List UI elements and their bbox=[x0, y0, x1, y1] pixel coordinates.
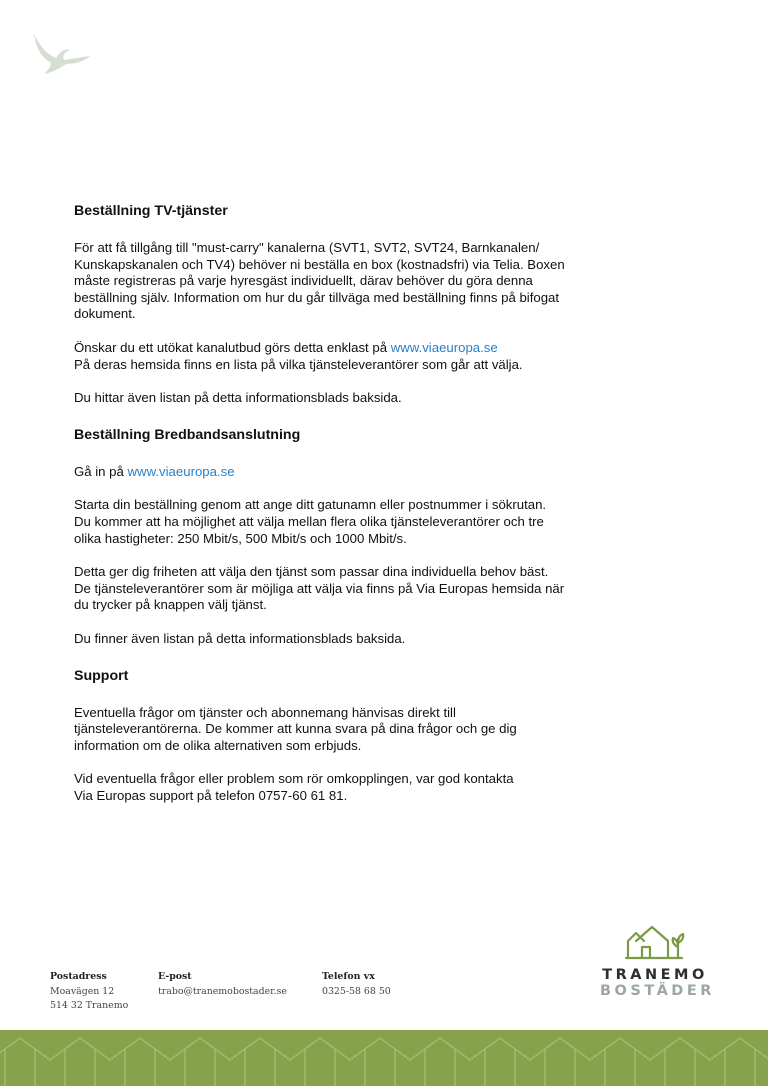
postal-address-label: Postadress bbox=[50, 971, 107, 982]
text-line: Detta ger dig friheten att välja den tjänst som passar dina individuella behov bäst. bbox=[74, 564, 549, 580]
broadband-paragraph-2 bbox=[74, 497, 614, 547]
viaeuropa-link[interactable]: www.viaeuropa.se bbox=[390, 339, 498, 355]
text-line bbox=[74, 340, 614, 357]
broadband-paragraph-3 bbox=[74, 564, 614, 614]
text-line: Kunskapskanalen och TV4) behöver ni beställa en box (kostnadsfri) via Telia. Boxen bbox=[74, 256, 565, 272]
heading-support: Support bbox=[74, 667, 129, 684]
text-fragment: Önskar du ett utökat kanalutbud görs detta enklast på bbox=[74, 339, 391, 355]
house-plant-logo-icon bbox=[622, 925, 690, 961]
text-line: du trycker på knappen välj tjänst. bbox=[74, 597, 267, 613]
broadband-paragraph-1 bbox=[74, 464, 614, 481]
text-line: olika hastigheter: 250 Mbit/s, 500 Mbit/s och 1000 Mbit/s. bbox=[74, 530, 407, 546]
viaeuropa-link[interactable]: www.viaeuropa.se bbox=[127, 463, 235, 479]
text-line: Du hittar även listan på detta informationsblads baksida. bbox=[74, 390, 402, 406]
email-label: E-post bbox=[158, 971, 192, 982]
phone-label: Telefon vx bbox=[322, 971, 375, 982]
company-logo bbox=[600, 925, 715, 1005]
text-line: tjänsteleverantörerna. De kommer att kunna svara på dina frågor och ge dig bbox=[74, 721, 517, 737]
broadband-paragraph-4 bbox=[74, 631, 614, 648]
heading-broadband: Beställning Bredbandsanslutning bbox=[74, 426, 301, 443]
footer-phone bbox=[322, 970, 391, 999]
text-line: Vid eventuella frågor eller problem som rör omkopplingen, var god kontakta bbox=[74, 771, 514, 787]
phone-value: 0325-58 68 50 bbox=[322, 985, 391, 997]
text-fragment: Gå in på bbox=[74, 463, 128, 479]
support-paragraph-2 bbox=[74, 771, 614, 804]
letter-body bbox=[74, 203, 614, 821]
text-line: Starta din beställning genom att ange ditt gatunamn eller postnummer i sökrutan. bbox=[74, 497, 547, 513]
tv-paragraph-2 bbox=[74, 340, 614, 373]
text-line bbox=[74, 464, 614, 481]
text-line: dokument. bbox=[74, 306, 136, 322]
heading-tv-services: Beställning TV-tjänster bbox=[74, 203, 228, 219]
text-line: De tjänsteleverantörer som är möjliga att välja via finns på Via Europas hemsida när bbox=[74, 580, 565, 596]
postal-address-street: Moavägen 12 bbox=[50, 985, 115, 997]
bird-logo-icon bbox=[30, 32, 94, 76]
email-value: trabo@tranemobostader.se bbox=[158, 985, 287, 997]
support-paragraph-1 bbox=[74, 705, 614, 755]
logo-text-tranemo: TRANEMO bbox=[602, 967, 708, 983]
text-line: För att få tillgång till "must-carry" kanalerna (SVT1, SVT2, SVT24, Barnkanalen/ bbox=[74, 240, 540, 255]
text-line: beställning själv. Information om hur du går tillväga med beställning finns på bifogat bbox=[74, 289, 560, 305]
text-line: Du finner även listan på detta informationsblads baksida. bbox=[74, 630, 406, 646]
text-line: information om de olika alternativen som erbjuds. bbox=[74, 737, 362, 753]
text-line: Du kommer att ha möjlighet att välja mellan flera olika tjänsteleverantörer och tre bbox=[74, 513, 544, 529]
text-line: måste registreras på varje hyresgäst individuellt, därav behöver du göra denna bbox=[74, 273, 533, 289]
logo-text-bostader: BOSTÄDER bbox=[600, 983, 715, 999]
text-line: Eventuella frågor om tjänster och abonnemang hänvisas direkt till bbox=[74, 704, 456, 720]
footer-email bbox=[158, 970, 287, 999]
postal-address-city: 514 32 Tranemo bbox=[50, 1000, 129, 1011]
footer-decorative-band bbox=[0, 1030, 768, 1086]
tv-paragraph-3 bbox=[74, 390, 614, 407]
text-line: Via Europas support på telefon 0757-60 61 81. bbox=[74, 787, 348, 803]
footer-postal-address bbox=[50, 970, 128, 1014]
tv-paragraph-1 bbox=[74, 240, 614, 323]
text-line: På deras hemsida finns en lista på vilka tjänsteleverantörer som går att välja. bbox=[74, 356, 523, 372]
